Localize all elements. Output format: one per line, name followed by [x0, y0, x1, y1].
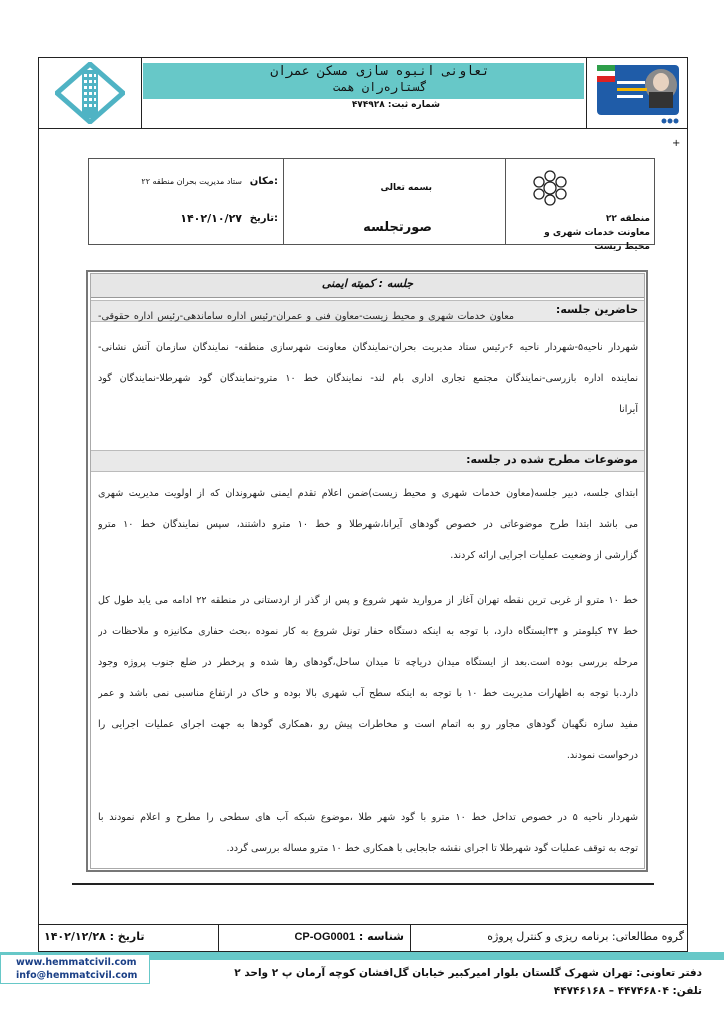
department-label: معاونت خدمات شهری و محیط زیست	[544, 228, 650, 252]
footer-divider-2	[410, 924, 411, 952]
document-id	[290, 930, 404, 943]
card-divider-left	[283, 159, 284, 244]
paragraph-district5	[98, 802, 638, 864]
company-logo	[38, 57, 142, 129]
attendees-label: حاضرین جلسه:	[555, 303, 638, 316]
meeting-title: جلسه : کمیته ایمنی	[321, 277, 414, 290]
attendees-line: معاون خدمات شهری و محیط زیست-معاون فنی و عمران-رئیس اداره ساماندهی-رئیس اداره حقوقی-	[98, 311, 514, 322]
footer-date: تاریخ : ۱۴۰۲/۱۲/۲۸	[44, 930, 145, 943]
topics-label: موضوعات مطرح شده در جلسه:	[466, 453, 638, 466]
paragraph-line: خط ۴۷ کیلومتر و ۳۴ایستگاه دارد، با توجه به اینکه دستگاه حفار تونل شروع به کار نموده ،بحث حفاری مکانیزه و ملاحظات در	[98, 626, 638, 637]
company-name-line2: گستاره‌ران همت	[333, 80, 427, 94]
paragraph-line: ابتدای جلسه، دبیر جلسه(معاون خدمات شهری و محیط زیست)ضمن اعلام تقدم ایمنی شهروندان که از اولویت مدیریت شهری	[98, 488, 638, 499]
paragraph-intro	[98, 478, 638, 571]
paragraph-line: توجه به توقف عملیات گود شهرطلا تا اجرای نقشه جابجایی با همکاری خط ۱۰ مترو مساله بررسی گردد.	[226, 843, 638, 854]
phone-numbers: تلفن: ۴۴۷۴۶۸۰۴ – ۴۴۷۴۶۱۶۸	[553, 985, 702, 997]
company-name-line1: تعاونی انبوه سازی مسکن عمران	[270, 64, 490, 79]
email-link[interactable]: info@hemmatcivil.com	[16, 970, 138, 981]
bottom-rule	[72, 883, 654, 885]
website-link[interactable]: www.hemmatcivil.com	[16, 957, 137, 968]
paragraph-line: دارد.با توجه به اظهارات مدیریت خط ۱۰ با توجه به اینکه سطح آب شهری بالا بوده و خاک در ارتفاع مناسبی نمی باشد و عمر	[98, 688, 638, 699]
document-id-label: شناسه :	[358, 930, 404, 943]
attendees-line-first	[98, 301, 514, 332]
office-address: دفتر تعاونی: تهران شهرک گلستان بلوار امیرکبیر خیابان گل‌افشان کوچه آرمان پ ۲ واحد ۲	[234, 967, 702, 979]
attendees-text	[98, 332, 638, 425]
slogan-banner-icon	[587, 57, 687, 127]
year-slogan-banner	[586, 57, 688, 129]
registration-number: شماره ثبت: ۴۷۴۹۲۸	[351, 100, 440, 110]
place-label: مکان:	[249, 176, 278, 187]
district-label: منطقه ۲۲	[605, 214, 650, 224]
document-type: صورتجلسه	[363, 220, 432, 235]
municipality-emblem-icon	[528, 168, 572, 208]
paragraph-line: درخواست نمودند.	[566, 750, 638, 761]
paragraph-line: خط ۱۰ مترو از غربی ترین نقطه تهران آغاز از مروارید شهر شروع و پس از گذر از اردستانی در منطقه ۲۲ ادامه می یابد طول کل	[98, 595, 638, 606]
study-group: گروه مطالعاتی: برنامه ریزی و کنترل پروژه	[487, 930, 684, 943]
attendees-line: آیرانا	[619, 404, 638, 415]
meeting-date: ۱۴۰۲/۱۰/۲۷	[180, 212, 242, 225]
header-divider	[142, 128, 586, 129]
date-label: تاریخ:	[249, 213, 278, 224]
attendees-line: شهردار ناحیه۵-شهردار ناحیه ۶-رئیس ستاد مدیریت بحران-نمایندگان معاونت شهرسازی منطقه- نمایندگان سازمان آتش نشانی-	[98, 342, 638, 353]
paragraph-line: می باشد ابتدا طرح موضوعاتی در خصوص گودهای آیرانا،شهرطلا و خط ۱۰ مترو داشتند، سپس نمایندگان خط ۱۰ مترو	[98, 519, 638, 530]
plus-mark: +	[672, 138, 681, 149]
paragraph-line: شهردار ناحیه ۵ در خصوص تداخل خط ۱۰ مترو با گود شهر طلا ،موضوع شبکه آب های سطحی را مطرح و اعلام نمودند با	[98, 812, 638, 823]
attendees-line: نماینده اداره بازرسی-نمایندگان مجتمع تجاری اداری بام لند- نمایندگان خط ۱۰ مترو-نمایندگان گود شهرطلا-نمایندگان گود	[98, 373, 638, 384]
building-logo-icon	[55, 62, 125, 124]
bismillah-heading: بسمه تعالی	[380, 183, 432, 193]
document-id-value: CP-OG0001	[294, 931, 355, 943]
paragraph-line: گزارشی از وضعیت عملیات اجرایی ارائه کردند.	[450, 550, 638, 561]
organization-label	[520, 212, 650, 254]
place-value: ستاد مدیریت بحران منطقه ۲۲	[141, 177, 242, 186]
paragraph-line: مرحله بررسی بوده است.بعد از ایستگاه میدان دریاچه تا میدان ساحل،گودهای رها شده و پرخطر در ضلع جنوب پروژه وجود	[98, 657, 638, 668]
footer-divider-1	[218, 924, 219, 952]
paragraph-line: مفید سازه نگهبان گودهای مجاور رو به اتمام است و مخاطرات پیش رو ،همکاری گودها به جهت اجرای عملیات اجرایی را	[98, 719, 638, 730]
paragraph-metro-report	[98, 585, 638, 771]
card-divider-right	[505, 159, 506, 244]
